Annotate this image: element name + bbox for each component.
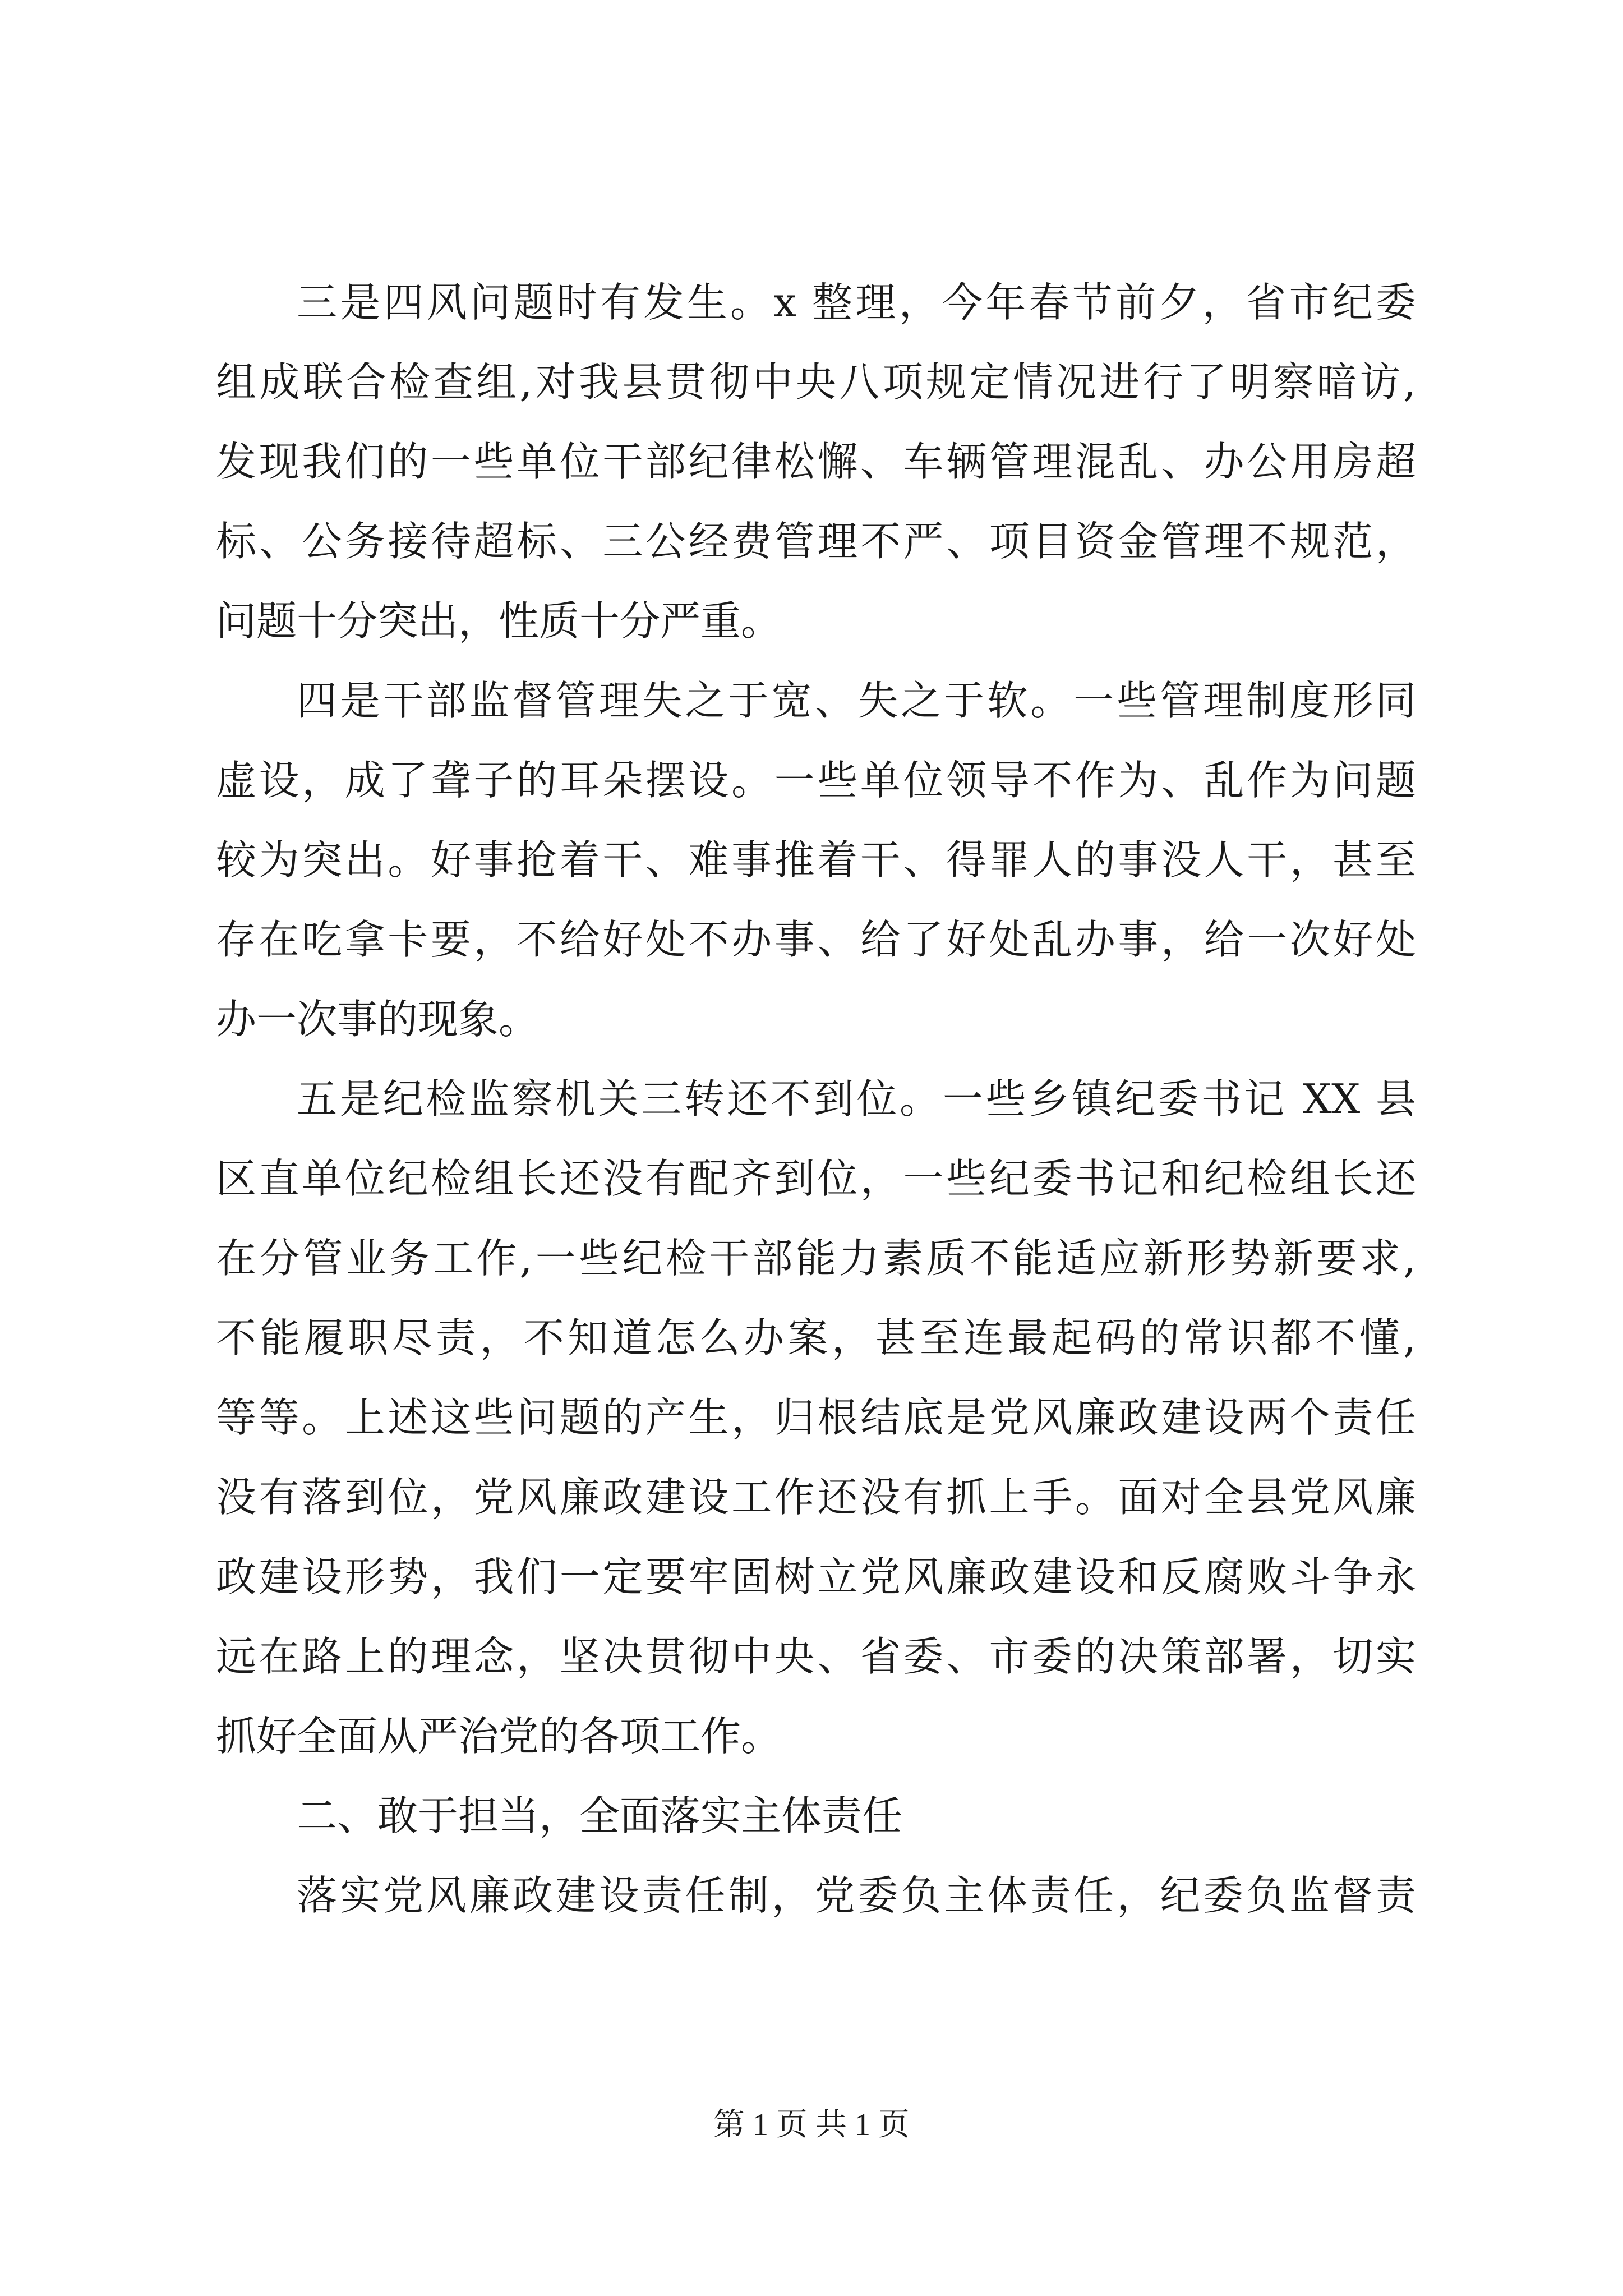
text-line: 较为突出。好事抢着干、难事推着干、得罪人的事没人干，甚至	[216, 836, 1416, 884]
text-line: 等等。上述这些问题的产生，归根结底是党风廉政建设两个责任	[216, 1394, 1416, 1441]
text-line: 没有落到位，党风廉政建设工作还没有抓上手。面对全县党风廉	[216, 1474, 1416, 1521]
text-line: 标、公务接待超标、三公经费管理不严、项目资金管理不规范，	[216, 518, 1416, 565]
document-body	[216, 263, 1416, 1935]
page-footer: 第 1 页 共 1 页	[713, 2108, 910, 2142]
text-line: 远在路上的理念，坚决贯彻中央、省委、市委的决策部署，切实	[216, 1633, 1416, 1680]
text-line: 组成联合检查组,对我县贯彻中央八项规定情况进行了明察暗访,	[216, 358, 1416, 406]
text-line: 三是四风问题时有发生。x 整理，今年春节前夕，省市纪委	[297, 279, 1416, 326]
text-line: 区直单位纪检组长还没有配齐到位，一些纪委书记和纪检组长还	[216, 1155, 1416, 1202]
paragraph-three	[216, 263, 1416, 661]
text-line: 办一次事的现象。	[216, 996, 540, 1043]
text-line: 在分管业务工作,一些纪检干部能力素质不能适应新形势新要求,	[216, 1235, 1416, 1282]
text-line: 落实党风廉政建设责任制，党委负主体责任，纪委负监督责	[297, 1872, 1416, 1919]
text-line: 不能履职尽责，不知道怎么办案，甚至连最起码的常识都不懂,	[216, 1314, 1416, 1361]
text-line: 四是干部监督管理失之于宽、失之于软。一些管理制度形同	[297, 677, 1416, 724]
paragraph-four	[216, 661, 1416, 1059]
text-line: 抓好全面从严治党的各项工作。	[216, 1713, 782, 1760]
paragraph-five	[216, 1059, 1416, 1776]
text-line: 政建设形势，我们一定要牢固树立党风廉政建设和反腐败斗争永	[216, 1553, 1416, 1600]
text-line: 发现我们的一些单位干部纪律松懈、车辆管理混乱、办公用房超	[216, 438, 1416, 485]
text-line: 虚设，成了聋子的耳朵摆设。一些单位领导不作为、乱作为问题	[216, 757, 1416, 804]
paragraph-six	[216, 1856, 1416, 1935]
heading-text: 二、敢于担当，全面落实主体责任	[297, 1792, 903, 1839]
section-heading	[216, 1776, 1416, 1856]
text-line: 存在吃拿卡要，不给好处不办事、给了好处乱办事，给一次好处	[216, 916, 1416, 963]
text-line: 五是纪检监察机关三转还不到位。一些乡镇纪委书记 XX 县	[297, 1075, 1416, 1122]
text-line: 问题十分突出，性质十分严重。	[216, 597, 782, 645]
